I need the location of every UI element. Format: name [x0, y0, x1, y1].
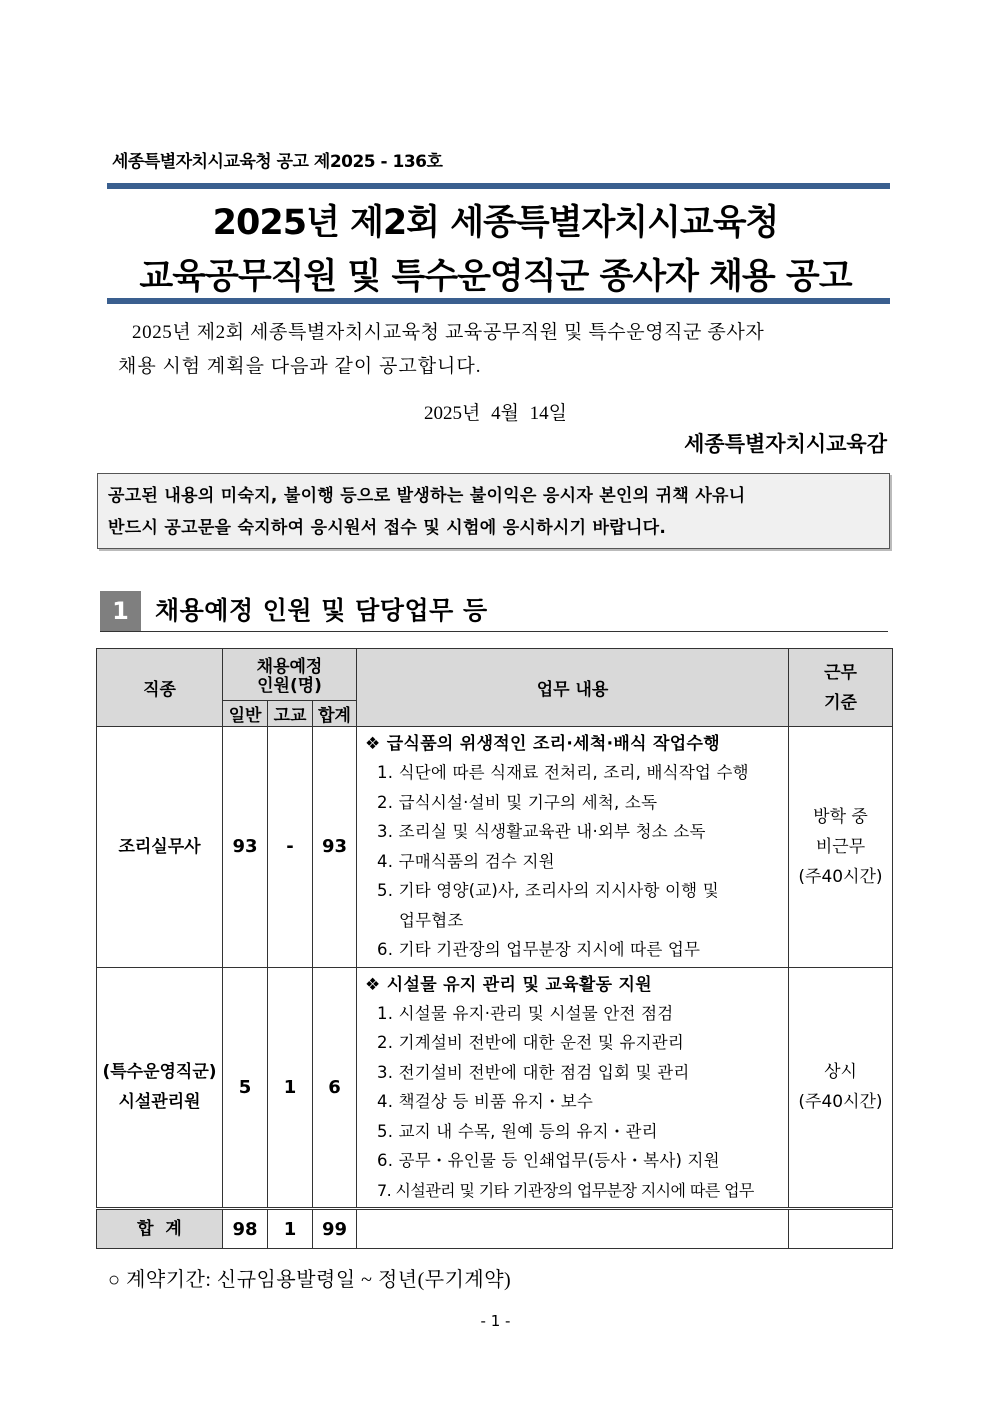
duties-cell — [357, 727, 789, 968]
duty-item: 4. 책걸상 등 비품 유지・보수 — [377, 1092, 594, 1111]
duty-item: 7. 시설관리 및 기타 기관장의 업무분장 지시에 따른 업무 — [377, 1180, 754, 1200]
count-highschool: - — [268, 727, 313, 968]
table-row — [97, 967, 893, 1209]
duty-item: 1. 식단에 따른 식재료 전처리, 조리, 배식작업 수행 — [377, 763, 749, 782]
total-standard-empty — [789, 1209, 893, 1249]
duty-item: 2. 기계설비 전반에 대한 운전 및 유지관리 — [377, 1033, 685, 1052]
duties-cell — [357, 967, 789, 1209]
duty-item: 5. 교지 내 수목, 원예 등의 유지・관리 — [377, 1121, 658, 1141]
title-line-1: 2025년 제2회 세종특별자치시교육청 — [212, 203, 779, 243]
job-title: (특수운영직군) 시설관리원 — [97, 967, 223, 1209]
title-line-2: 교육공무직원 및 특수운영직군 종사자 채용 공고 — [139, 257, 852, 297]
header-job: 직종 — [97, 649, 223, 727]
work-standard: 상시 (주40시간) — [789, 967, 893, 1209]
duty-item: 4. 구매식품의 검수 지원 — [377, 851, 555, 871]
table-row — [97, 727, 893, 968]
work-standard: 방학 중 비근무 (주40시간) — [789, 727, 893, 968]
count-highschool: 1 — [268, 967, 313, 1209]
count-general: 93 — [223, 727, 268, 968]
header-work-standard: 근무 기준 — [789, 649, 893, 727]
header-general: 일반 — [223, 701, 268, 727]
title-rule-top — [107, 183, 890, 189]
count-total: 6 — [313, 967, 357, 1209]
page-number: - 1 - — [480, 1312, 511, 1330]
section-underline — [100, 631, 888, 632]
duty-heading: ❖ 급식품의 위생적인 조리·세척·배식 작업수행 — [365, 734, 720, 754]
issuer: 세종특별자치시교육감 — [684, 432, 887, 456]
intro-line-1: 2025년 제2회 세종특별자치시교육청 교육공무직원 및 특수운영직군 종사자 — [132, 322, 765, 343]
contract-period: ○ 계약기간: 신규임용발령일 ~ 정년(무기계약) — [108, 1269, 512, 1291]
duty-item: 3. 조리실 및 식생활교육관 내·외부 청소 소독 — [377, 822, 706, 841]
header-total: 합계 — [313, 701, 357, 727]
section-title: 채용예정 인원 및 담당업무 등 — [155, 596, 488, 625]
section-number: 1 — [100, 591, 141, 631]
duty-item: 6. 공무・유인물 등 인쇄업무(등사・복사) 지원 — [377, 1151, 720, 1170]
duty-list — [365, 999, 788, 1206]
title-rule-bottom — [107, 298, 890, 304]
count-total: 93 — [313, 727, 357, 968]
warning-line-1: 공고된 내용의 미숙지, 불이행 등으로 발생하는 불이익은 응시자 본인의 귀책 사유니 — [108, 486, 746, 506]
header-planned: 채용예정 인원(명) — [223, 649, 357, 701]
duty-item: 3. 전기설비 전반에 대한 점검 입회 및 관리 — [377, 1062, 690, 1082]
duty-item: 6. 기타 기관장의 업무분장 지시에 따른 업무 — [377, 940, 701, 959]
recruitment-table — [96, 648, 893, 1249]
total-duties-empty — [357, 1209, 789, 1249]
intro-paragraph — [118, 316, 888, 384]
duty-item: 2. 급식시설·설비 및 기구의 세척, 소독 — [377, 792, 658, 812]
header-duties: 업무 내용 — [357, 649, 789, 727]
job-title: 조리실무사 — [97, 727, 223, 968]
total-label: 합 계 — [97, 1209, 223, 1249]
notice-date: 2025년 4월 14일 — [423, 403, 568, 424]
total-general: 98 — [223, 1209, 268, 1249]
duty-item: 1. 시설물 유지·관리 및 시설물 안전 점검 — [377, 1003, 674, 1023]
total-row — [97, 1209, 893, 1249]
duty-heading: ❖ 시설물 유지 관리 및 교육활동 지원 — [365, 974, 652, 995]
intro-line-2: 채용 시험 계획을 다음과 같이 공고합니다. — [118, 356, 482, 377]
duty-item-continuation: 업무협조 — [399, 910, 464, 930]
total-total: 99 — [313, 1209, 357, 1249]
header-highschool: 고교 — [268, 701, 313, 727]
warning-line-2: 반드시 공고문을 숙지하여 응시원서 접수 및 시험에 응시하시기 바랍니다. — [108, 518, 667, 538]
total-highschool: 1 — [268, 1209, 313, 1249]
warning-box — [97, 473, 890, 549]
duty-item: 5. 기타 영양(교)사, 조리사의 지시사항 이행 및 — [377, 881, 719, 900]
notice-number: 세종특별자치시교육청 공고 제2025 - 136호 — [112, 152, 443, 172]
count-general: 5 — [223, 967, 268, 1209]
duty-list — [365, 758, 784, 965]
